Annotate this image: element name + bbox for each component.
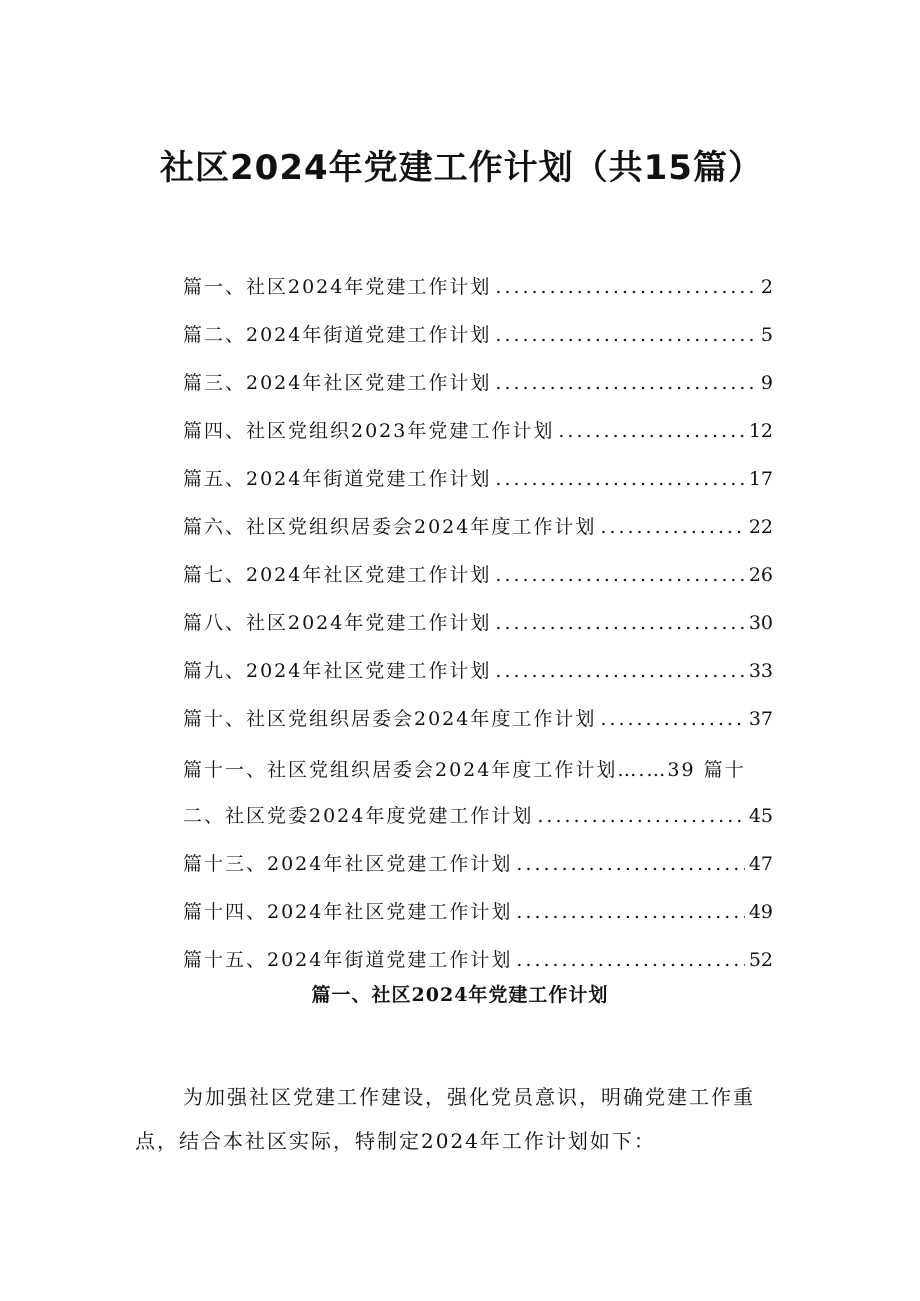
toc-entry[interactable] <box>183 368 773 398</box>
toc-entry-label: 篇七、2024年社区党建工作计划 <box>183 564 492 586</box>
toc-entry-label: 二、社区党委2024年度党建工作计划 <box>183 805 534 827</box>
toc-entry[interactable] <box>183 464 773 494</box>
toc-entry-page: 12 <box>748 420 773 442</box>
toc-entry[interactable] <box>183 560 773 590</box>
toc-entry[interactable] <box>183 656 773 686</box>
toc-entry[interactable] <box>183 945 773 975</box>
toc-leader-dots <box>495 324 757 346</box>
toc-leader-dots <box>495 468 744 490</box>
toc-entry[interactable] <box>183 272 773 302</box>
body-paragraph: 为加强社区党建工作建设，强化党员意识，明确党建工作重点，结合本社区实际，特制定2024年工作计划如下： <box>135 1085 755 1153</box>
toc-entry-label: 篇九、2024年社区党建工作计划 <box>183 660 492 682</box>
toc-entry-page: 45 <box>748 805 773 827</box>
toc-entry-label: 篇二、2024年街道党建工作计划 <box>183 324 492 346</box>
toc-entry-label: 篇一、社区2024年党建工作计划 <box>183 276 492 298</box>
toc-entry-page: 49 <box>748 901 773 923</box>
toc-entry-page: 33 <box>748 660 773 682</box>
toc-entry-page: 37 <box>748 708 773 730</box>
toc-entry-page: 30 <box>748 612 773 634</box>
toc-entry-page: 9 <box>760 372 773 394</box>
toc-entry[interactable] <box>183 512 773 542</box>
document-title: 社区2024年党建工作计划（共15篇） <box>160 148 763 188</box>
toc-leader-dots <box>600 516 744 538</box>
toc-entry[interactable] <box>183 608 773 638</box>
toc-entry-page: 52 <box>748 949 773 971</box>
toc-entry[interactable] <box>183 704 773 734</box>
toc-entry[interactable] <box>183 897 773 927</box>
toc-leader-dots <box>495 276 757 298</box>
toc-entry-page: 26 <box>748 564 773 586</box>
toc-entry-page: 17 <box>748 468 773 490</box>
toc-leader-dots <box>495 660 744 682</box>
toc-leader-dots <box>516 901 744 923</box>
toc-leader-dots <box>600 708 744 730</box>
toc-leader-dots <box>516 949 744 971</box>
toc-entry-label: 篇十、社区党组织居委会2024年度工作计划 <box>183 708 597 730</box>
toc-entry[interactable] <box>183 416 773 446</box>
toc-entry-wrapped[interactable]: 篇十一、社区党组织居委会2024年度工作计划….…39 篇十 <box>183 759 746 781</box>
toc-leader-dots <box>495 612 744 634</box>
toc-entry[interactable] <box>183 320 773 350</box>
toc-entry-page: 47 <box>748 853 773 875</box>
toc-leader-dots <box>558 420 744 442</box>
toc-entry-label: 篇六、社区党组织居委会2024年度工作计划 <box>183 516 597 538</box>
toc-entry-label: 篇五、2024年街道党建工作计划 <box>183 468 492 490</box>
toc-leader-dots <box>516 853 744 875</box>
toc-entry-label: 篇三、2024年社区党建工作计划 <box>183 372 492 394</box>
toc-entry-label: 篇四、社区党组织2023年党建工作计划 <box>183 420 555 442</box>
toc-leader-dots <box>537 805 744 827</box>
section-heading: 篇一、社区2024年党建工作计划 <box>311 984 609 1006</box>
toc-leader-dots <box>495 372 757 394</box>
toc-entry-label: 篇十三、2024年社区党建工作计划 <box>183 853 513 875</box>
toc-leader-dots <box>495 564 744 586</box>
toc-entry[interactable] <box>183 849 773 879</box>
toc-entry-page: 5 <box>760 324 773 346</box>
toc-entry-label: 篇八、社区2024年党建工作计划 <box>183 612 492 634</box>
toc-entry-label: 篇十四、2024年社区党建工作计划 <box>183 901 513 923</box>
toc-entry-page: 22 <box>748 516 773 538</box>
toc-entry-label: 篇十五、2024年街道党建工作计划 <box>183 949 513 971</box>
toc-entry-page: 2 <box>760 276 773 298</box>
toc-entry[interactable] <box>183 801 773 831</box>
